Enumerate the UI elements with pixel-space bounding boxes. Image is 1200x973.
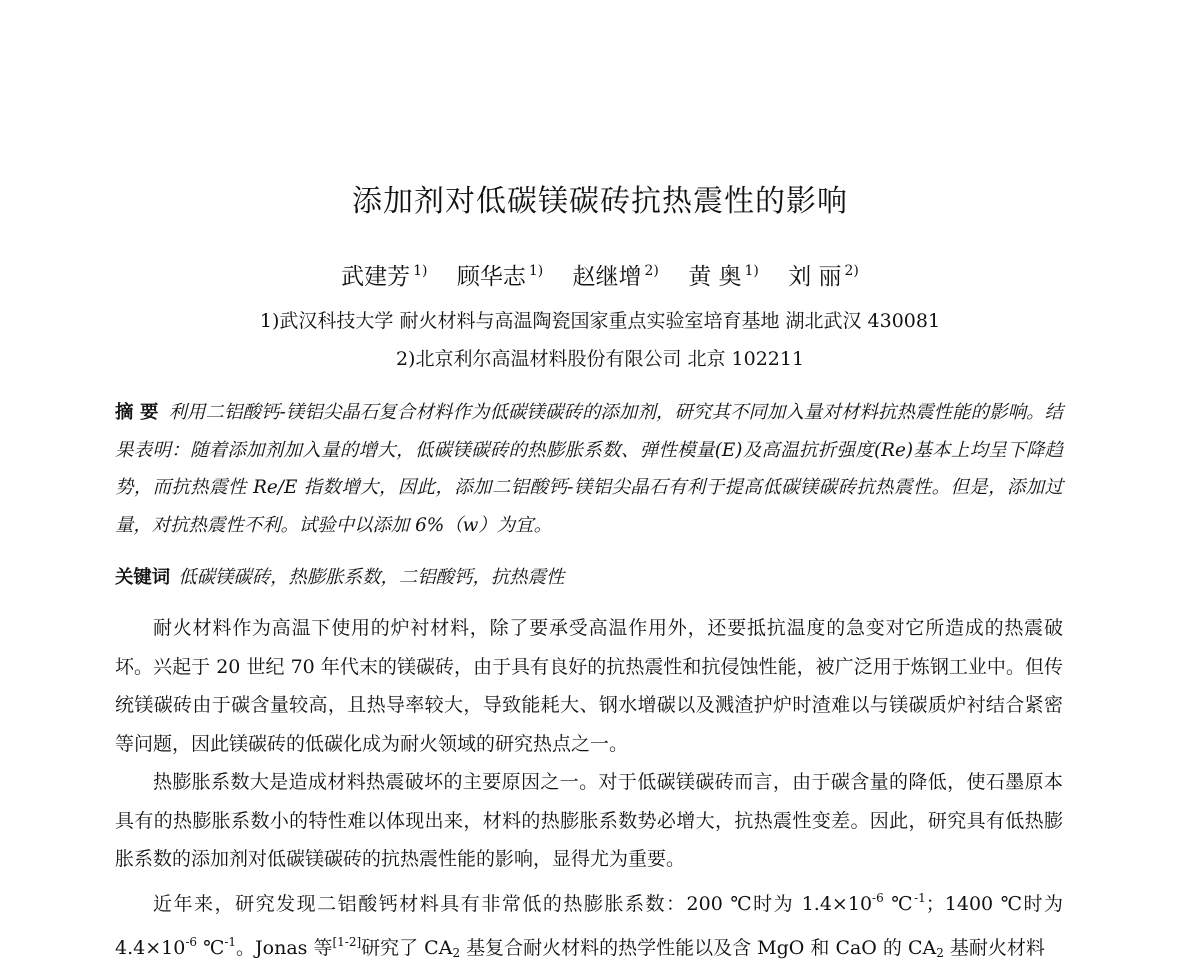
abstract-text: 利用二铝酸钙-镁铝尖晶石复合材料作为低碳镁碳砖的添加剂，研究其不同加入量对材料抗热震性能的影响。结果表明：随着添加剂加入量的增大，低碳镁碳砖的热膨胀系数、弹性模量(E)及高温抗折强度(Re)基本上均呈下降趋势，而抗热震性 Re/E 指数增大，因此，添加二铝酸钙-镁铝尖晶石有利于提高低碳镁碳砖抗热震性。但是，添加过量，对抗热震性不利。试验中以添加 6%（w）为宜。 (115, 402, 1063, 536)
body-paragraph: 近年来，研究发现二铝酸钙材料具有非常低的热膨胀系数：200 ℃时为 $1.4\times 10^{-6}$ ℃$^{-1}$；1400 ℃时为 $4.4\times 10^{-6}$ ℃$^{-1}$。Jonas 等[1-2]研究了 $CA_2$ 基复合耐火材料的热学性能以及含 MgO 和 CaO 的 $CA_2$ 基耐火材料 (115, 890, 1064, 960)
affiliation-2: 2)北京利尔高温材料股份有限公司 北京 102211 (395, 348, 805, 370)
body-paragraph: 热膨胀系数大是造成材料热震破坏的主要原因之一。对于低碳镁碳砖而言，由于碳含量的降低，使石墨原本具有的热膨胀系数小的特性难以体现出来，材料的热膨胀系数势必增大，抗热震性变差。因此，研究具有低热膨胀系数的添加剂对低碳镁碳砖的抗热震性能的影响，显得尤为重要。 (115, 771, 1063, 870)
paper-title: 添加剂对低碳镁碳砖抗热震性的影响 (352, 184, 848, 219)
abstract-label: 摘 要 (115, 402, 159, 423)
citation: [1-2] (332, 935, 362, 949)
keywords (115, 563, 1063, 593)
keywords-label: 关键词 (115, 567, 171, 588)
author-list (0, 258, 1200, 291)
author: 顾华志 $^{1)}$ (456, 263, 544, 290)
author: 武建芳 $^{1)}$ (341, 263, 428, 290)
body-text (115, 609, 1063, 973)
abstract (115, 394, 1063, 544)
keywords-text: 低碳镁碳砖，热膨胀系数，二铝酸钙，抗热震性 (178, 567, 565, 588)
author: 黄 奥 $^{1)}$ (688, 263, 759, 290)
affiliation-1: 1)武汉科技大学 耐火材料与高温陶瓷国家重点实验室培育基地 湖北武汉 430081 (259, 310, 941, 332)
author: 刘 丽 $^{2)}$ (788, 263, 859, 290)
author: 赵继增 $^{2)}$ (572, 263, 659, 290)
body-paragraph: 耐火材料作为高温下使用的炉衬材料，除了要承受高温作用外，还要抵抗温度的急变对它所造成的热震破坏。兴起于 20 世纪 70 年代末的镁碳砖，由于具有良好的抗热震性和抗侵蚀性能，被广泛用于炼钢工业中。但传统镁碳砖由于碳含量较高，且热导率较大，导致能耗大、钢水增碳以及溅渣护炉时渣难以与镁碳质炉衬结合紧密等问题，因此镁碳砖的低碳化成为耐火领域的研究热点之一。 (115, 617, 1063, 755)
